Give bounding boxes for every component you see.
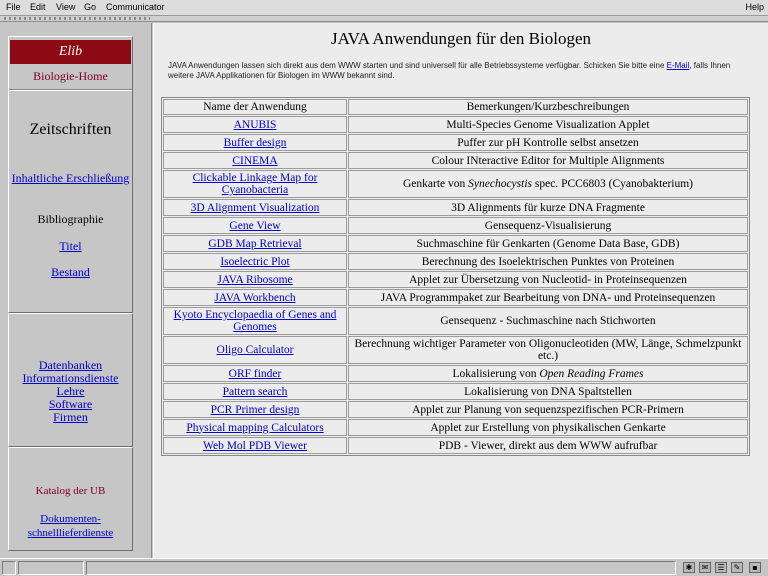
table-row — [163, 134, 748, 151]
desc-text-end: spec. PCC6803 (Cyanobakterium) — [532, 178, 693, 190]
app-name-cell — [163, 437, 347, 454]
app-name-cell — [163, 271, 347, 288]
header-description: Bemerkungen/Kurzbeschreibungen — [348, 99, 748, 115]
menu-bar — [0, 0, 768, 16]
app-description-cell — [348, 365, 748, 382]
app-name-cell — [163, 170, 347, 198]
app-link[interactable]: CINEMA — [232, 154, 278, 167]
app-description-cell: JAVA Programmpaket zur Bearbeitung von DNA- und Proteinsequenzen — [348, 289, 748, 306]
app-name-cell — [163, 289, 347, 306]
security-indicator[interactable] — [2, 561, 16, 575]
app-description-cell: Puffer zur pH Kontrolle selbst ansetzen — [348, 134, 748, 151]
app-description-cell — [348, 170, 748, 198]
intro-text — [168, 61, 758, 81]
table-row — [163, 170, 748, 198]
app-name-cell — [163, 217, 347, 234]
status-bar — [0, 558, 768, 576]
app-name-cell — [163, 307, 347, 335]
nav-links-group — [9, 359, 132, 424]
discussions-icon[interactable]: ☰ — [715, 562, 727, 573]
table-row — [163, 289, 748, 306]
app-link[interactable]: ORF finder — [228, 367, 282, 380]
app-name-cell — [163, 336, 347, 364]
nav-link-datenbanken[interactable]: Datenbanken — [38, 358, 103, 372]
desc-italic: Open Reading Frames — [539, 367, 644, 380]
table-row — [163, 199, 748, 216]
menu-edit[interactable]: Edit — [30, 2, 46, 12]
app-link[interactable]: GDB Map Retrieval — [208, 237, 302, 250]
dokumenten-link[interactable]: Dokumenten-schnelllieferdienste — [27, 513, 114, 539]
app-name-cell — [163, 152, 347, 169]
app-name-cell — [163, 235, 347, 252]
content-frame — [154, 23, 768, 558]
elib-logo[interactable]: Elib — [10, 40, 131, 64]
app-name-cell — [163, 253, 347, 270]
nav-link-lehre[interactable]: Lehre — [56, 384, 85, 398]
app-link[interactable]: Web Mol PDB Viewer — [203, 439, 307, 452]
table-header-row — [163, 99, 748, 115]
app-link[interactable]: ANUBIS — [233, 118, 277, 131]
app-link[interactable]: Buffer design — [223, 136, 287, 149]
progress-box — [18, 561, 84, 575]
app-name-cell — [163, 419, 347, 436]
app-description-cell: Suchmaschine für Genkarten (Genome Data Base, GDB) — [348, 235, 748, 252]
app-name-cell — [163, 199, 347, 216]
app-description-cell: Colour INteractive Editor for Multiple Alignments — [348, 152, 748, 169]
nav-panel-middle — [8, 313, 133, 447]
app-description-cell: 3D Alignments für kurze DNA Fragmente — [348, 199, 748, 216]
nav-panel-bottom — [8, 447, 133, 551]
nav-link-software[interactable]: Software — [48, 397, 93, 411]
app-description-cell: Applet zur Übersetzung von Nucleotid- in Proteinsequenzen — [348, 271, 748, 288]
app-description-cell: PDB - Viewer, direkt aus dem WWW aufrufbar — [348, 437, 748, 454]
app-name-cell — [163, 383, 347, 400]
nav-link-bestand[interactable]: Bestand — [51, 265, 90, 279]
table-row — [163, 217, 748, 234]
app-description-cell: Berechnung des Isoelektrischen Punktes von Proteinen — [348, 253, 748, 270]
navigation-frame — [0, 23, 152, 558]
app-description-cell: Gensequenz-Visualisierung — [348, 217, 748, 234]
header-name: Name der Anwendung — [163, 99, 347, 115]
menu-go[interactable]: Go — [84, 2, 97, 12]
app-description-cell: Applet zur Erstellung von physikalischen Genkarte — [348, 419, 748, 436]
navigator-icon[interactable]: ✱ — [683, 562, 695, 573]
collapsed-toolbar[interactable] — [0, 16, 768, 22]
intro-sentence: JAVA Anwendungen lassen sich direkt aus dem WWW starten und sind universell für alle Betriebssysteme verfügbar. Schicken Sie bitte eine — [168, 61, 665, 70]
app-name-cell — [163, 365, 347, 382]
app-description-cell: Gensequenz - Suchmaschine nach Stichworten — [348, 307, 748, 335]
table-row — [163, 271, 748, 288]
table-row — [163, 401, 748, 418]
intro-sentence-end: , falls Ihnen weitere JAVA Applikationen für Biologen im WWW bekannt sind. — [168, 61, 731, 80]
nav-divider — [9, 89, 132, 91]
mail-icon[interactable]: ✉ — [699, 562, 711, 573]
nav-link-titel[interactable]: Titel — [59, 239, 82, 253]
section-heading: Zeitschriften — [29, 121, 112, 138]
app-link[interactable]: JAVA Ribosome — [217, 273, 293, 286]
app-link[interactable]: 3D Alignment Visualization — [190, 201, 320, 214]
app-link[interactable]: Pattern search — [222, 385, 288, 398]
applications-table — [161, 97, 750, 456]
nav-link-inhaltliche[interactable]: Inhaltliche Erschließung — [11, 171, 130, 185]
dock-icon[interactable]: ▪ — [749, 562, 761, 573]
table-row — [163, 365, 748, 382]
table-row — [163, 152, 748, 169]
menu-communicator[interactable]: Communicator — [106, 2, 165, 12]
table-row — [163, 383, 748, 400]
menu-help[interactable]: Help — [745, 2, 764, 12]
nav-link-firmen[interactable]: Firmen — [53, 410, 88, 424]
app-name-cell — [163, 116, 347, 133]
nav-panel-top — [8, 36, 133, 313]
app-description-cell: Multi-Species Genome Visualization Applet — [348, 116, 748, 133]
status-message — [86, 561, 676, 575]
nav-link-informationsdienste[interactable]: Informationsdienste — [22, 371, 119, 385]
table-row — [163, 235, 748, 252]
nav-text-bibliographie: Bibliographie — [37, 212, 104, 226]
app-description-cell: Applet zur Planung von sequenzspezifischen PCR-Primern — [348, 401, 748, 418]
menu-file[interactable]: File — [6, 2, 21, 12]
table-row — [163, 307, 748, 335]
app-link[interactable]: Oligo Calculator — [216, 344, 294, 356]
table-row — [163, 419, 748, 436]
app-name-cell — [163, 134, 347, 151]
katalog-link[interactable]: Katalog der UB — [35, 485, 106, 497]
app-description-cell: Berechnung wichtiger Parameter von Oligonucleotiden (MW, Länge, Schmelzpunkt etc.) — [348, 336, 748, 364]
table-row — [163, 336, 748, 364]
desc-text: Lokalisierung von — [452, 367, 540, 380]
app-link[interactable]: JAVA Workbench — [214, 291, 296, 304]
biologie-home-link[interactable]: Biologie-Home — [33, 69, 108, 83]
desc-italic: Synechocystis — [468, 178, 533, 190]
toolbar-grip[interactable] — [4, 17, 150, 20]
table-row — [163, 253, 748, 270]
email-link[interactable]: E-Mail — [666, 61, 690, 70]
table-row — [163, 437, 748, 454]
menu-view[interactable]: View — [56, 2, 76, 12]
app-link[interactable]: PCR Primer design — [210, 403, 300, 416]
table-row — [163, 116, 748, 133]
page-title: JAVA Anwendungen für den Biologen — [330, 29, 592, 48]
app-description-cell: Lokalisierung von DNA Spaltstellen — [348, 383, 748, 400]
composer-icon[interactable]: ✎ — [731, 562, 743, 573]
app-name-cell — [163, 401, 347, 418]
app-link[interactable]: Kyoto Encyclopaedia of Genes and Genomes — [173, 309, 337, 333]
app-link[interactable]: Physical mapping Calculators — [186, 421, 324, 434]
app-link[interactable]: Isoelectric Plot — [220, 255, 290, 268]
table-body — [163, 116, 748, 454]
desc-text: Genkarte von — [402, 178, 469, 190]
app-link[interactable]: Gene View — [229, 219, 281, 232]
app-link[interactable]: Clickable Linkage Map for Cyanobacteria — [192, 172, 318, 196]
